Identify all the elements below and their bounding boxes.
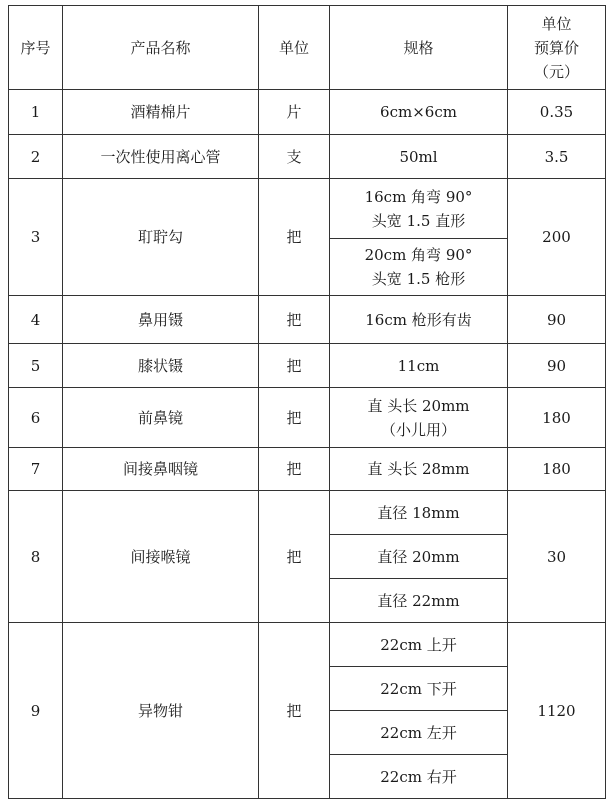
row-name: 异物钳 <box>63 623 259 799</box>
row-unit: 把 <box>259 388 330 448</box>
row-price: 3.5 <box>508 135 606 179</box>
row-price: 90 <box>508 296 606 344</box>
spec-line: 头宽 1.5 枪形 <box>371 270 466 288</box>
row-spec: 22cm 左开 <box>330 711 508 755</box>
row-unit: 把 <box>259 296 330 344</box>
table-row <box>9 491 606 535</box>
table-row <box>9 90 606 135</box>
row-spec: 50ml <box>330 135 508 179</box>
row-price: 180 <box>508 448 606 491</box>
row-name: 前鼻镜 <box>63 388 259 448</box>
spec-line: 直 头长 20mm <box>367 396 470 415</box>
row-spec <box>330 388 508 448</box>
row-index: 8 <box>9 491 63 623</box>
table-row <box>9 448 606 491</box>
row-unit: 把 <box>259 448 330 491</box>
price-table <box>8 5 606 799</box>
row-unit: 片 <box>259 90 330 135</box>
row-name: 一次性使用离心管 <box>63 135 259 179</box>
row-price: 200 <box>508 179 606 296</box>
row-unit: 把 <box>259 344 330 388</box>
row-spec <box>330 239 508 296</box>
row-spec: 22cm 下开 <box>330 667 508 711</box>
row-spec: 直径 18mm <box>330 491 508 535</box>
table-row <box>9 388 606 448</box>
spec-line: 头宽 1.5 直形 <box>371 211 466 230</box>
table-row <box>9 623 606 667</box>
header-spec: 规格 <box>330 6 508 90</box>
header-price-line2: 预算价 <box>533 38 579 57</box>
row-spec: 22cm 右开 <box>330 755 508 799</box>
row-unit: 把 <box>259 491 330 623</box>
row-spec: 22cm 上开 <box>330 623 508 667</box>
header-unit: 单位 <box>259 6 330 90</box>
row-name: 鼻用镊 <box>63 296 259 344</box>
table-row <box>9 296 606 344</box>
row-name: 耵聍勾 <box>63 179 259 296</box>
table-row <box>9 179 606 239</box>
row-spec: 直径 20mm <box>330 535 508 579</box>
row-price: 90 <box>508 344 606 388</box>
row-index: 7 <box>9 448 63 491</box>
row-index: 4 <box>9 296 63 344</box>
row-index: 3 <box>9 179 63 296</box>
spec-line: 16cm 角弯 90° <box>364 187 473 206</box>
row-index: 9 <box>9 623 63 799</box>
header-row <box>9 6 606 90</box>
row-index: 5 <box>9 344 63 388</box>
header-index: 序号 <box>9 6 63 90</box>
header-name: 产品名称 <box>63 6 259 90</box>
row-name: 间接喉镜 <box>63 491 259 623</box>
spec-line: （小儿用） <box>380 420 456 439</box>
table-row <box>9 344 606 388</box>
row-index: 2 <box>9 135 63 179</box>
row-index: 1 <box>9 90 63 135</box>
row-price: 1120 <box>508 623 606 799</box>
row-spec: 6cm×6cm <box>330 90 508 135</box>
row-index: 6 <box>9 388 63 448</box>
row-unit: 把 <box>259 623 330 799</box>
row-spec: 直 头长 28mm <box>330 448 508 491</box>
row-name: 酒精棉片 <box>63 90 259 135</box>
row-unit: 把 <box>259 179 330 296</box>
row-price: 0.35 <box>508 90 606 135</box>
table-row <box>9 135 606 179</box>
row-unit: 支 <box>259 135 330 179</box>
row-spec <box>330 179 508 239</box>
row-price: 180 <box>508 388 606 448</box>
row-spec: 16cm 枪形有齿 <box>330 296 508 344</box>
header-price <box>508 6 606 90</box>
header-price-line1: 单位 <box>541 14 572 33</box>
spec-line: 20cm 角弯 90° <box>364 246 473 264</box>
header-price-line3: （元） <box>533 62 579 81</box>
row-price: 30 <box>508 491 606 623</box>
row-name: 间接鼻咽镜 <box>63 448 259 491</box>
row-name: 膝状镊 <box>63 344 259 388</box>
row-spec: 11cm <box>330 344 508 388</box>
row-spec: 直径 22mm <box>330 579 508 623</box>
